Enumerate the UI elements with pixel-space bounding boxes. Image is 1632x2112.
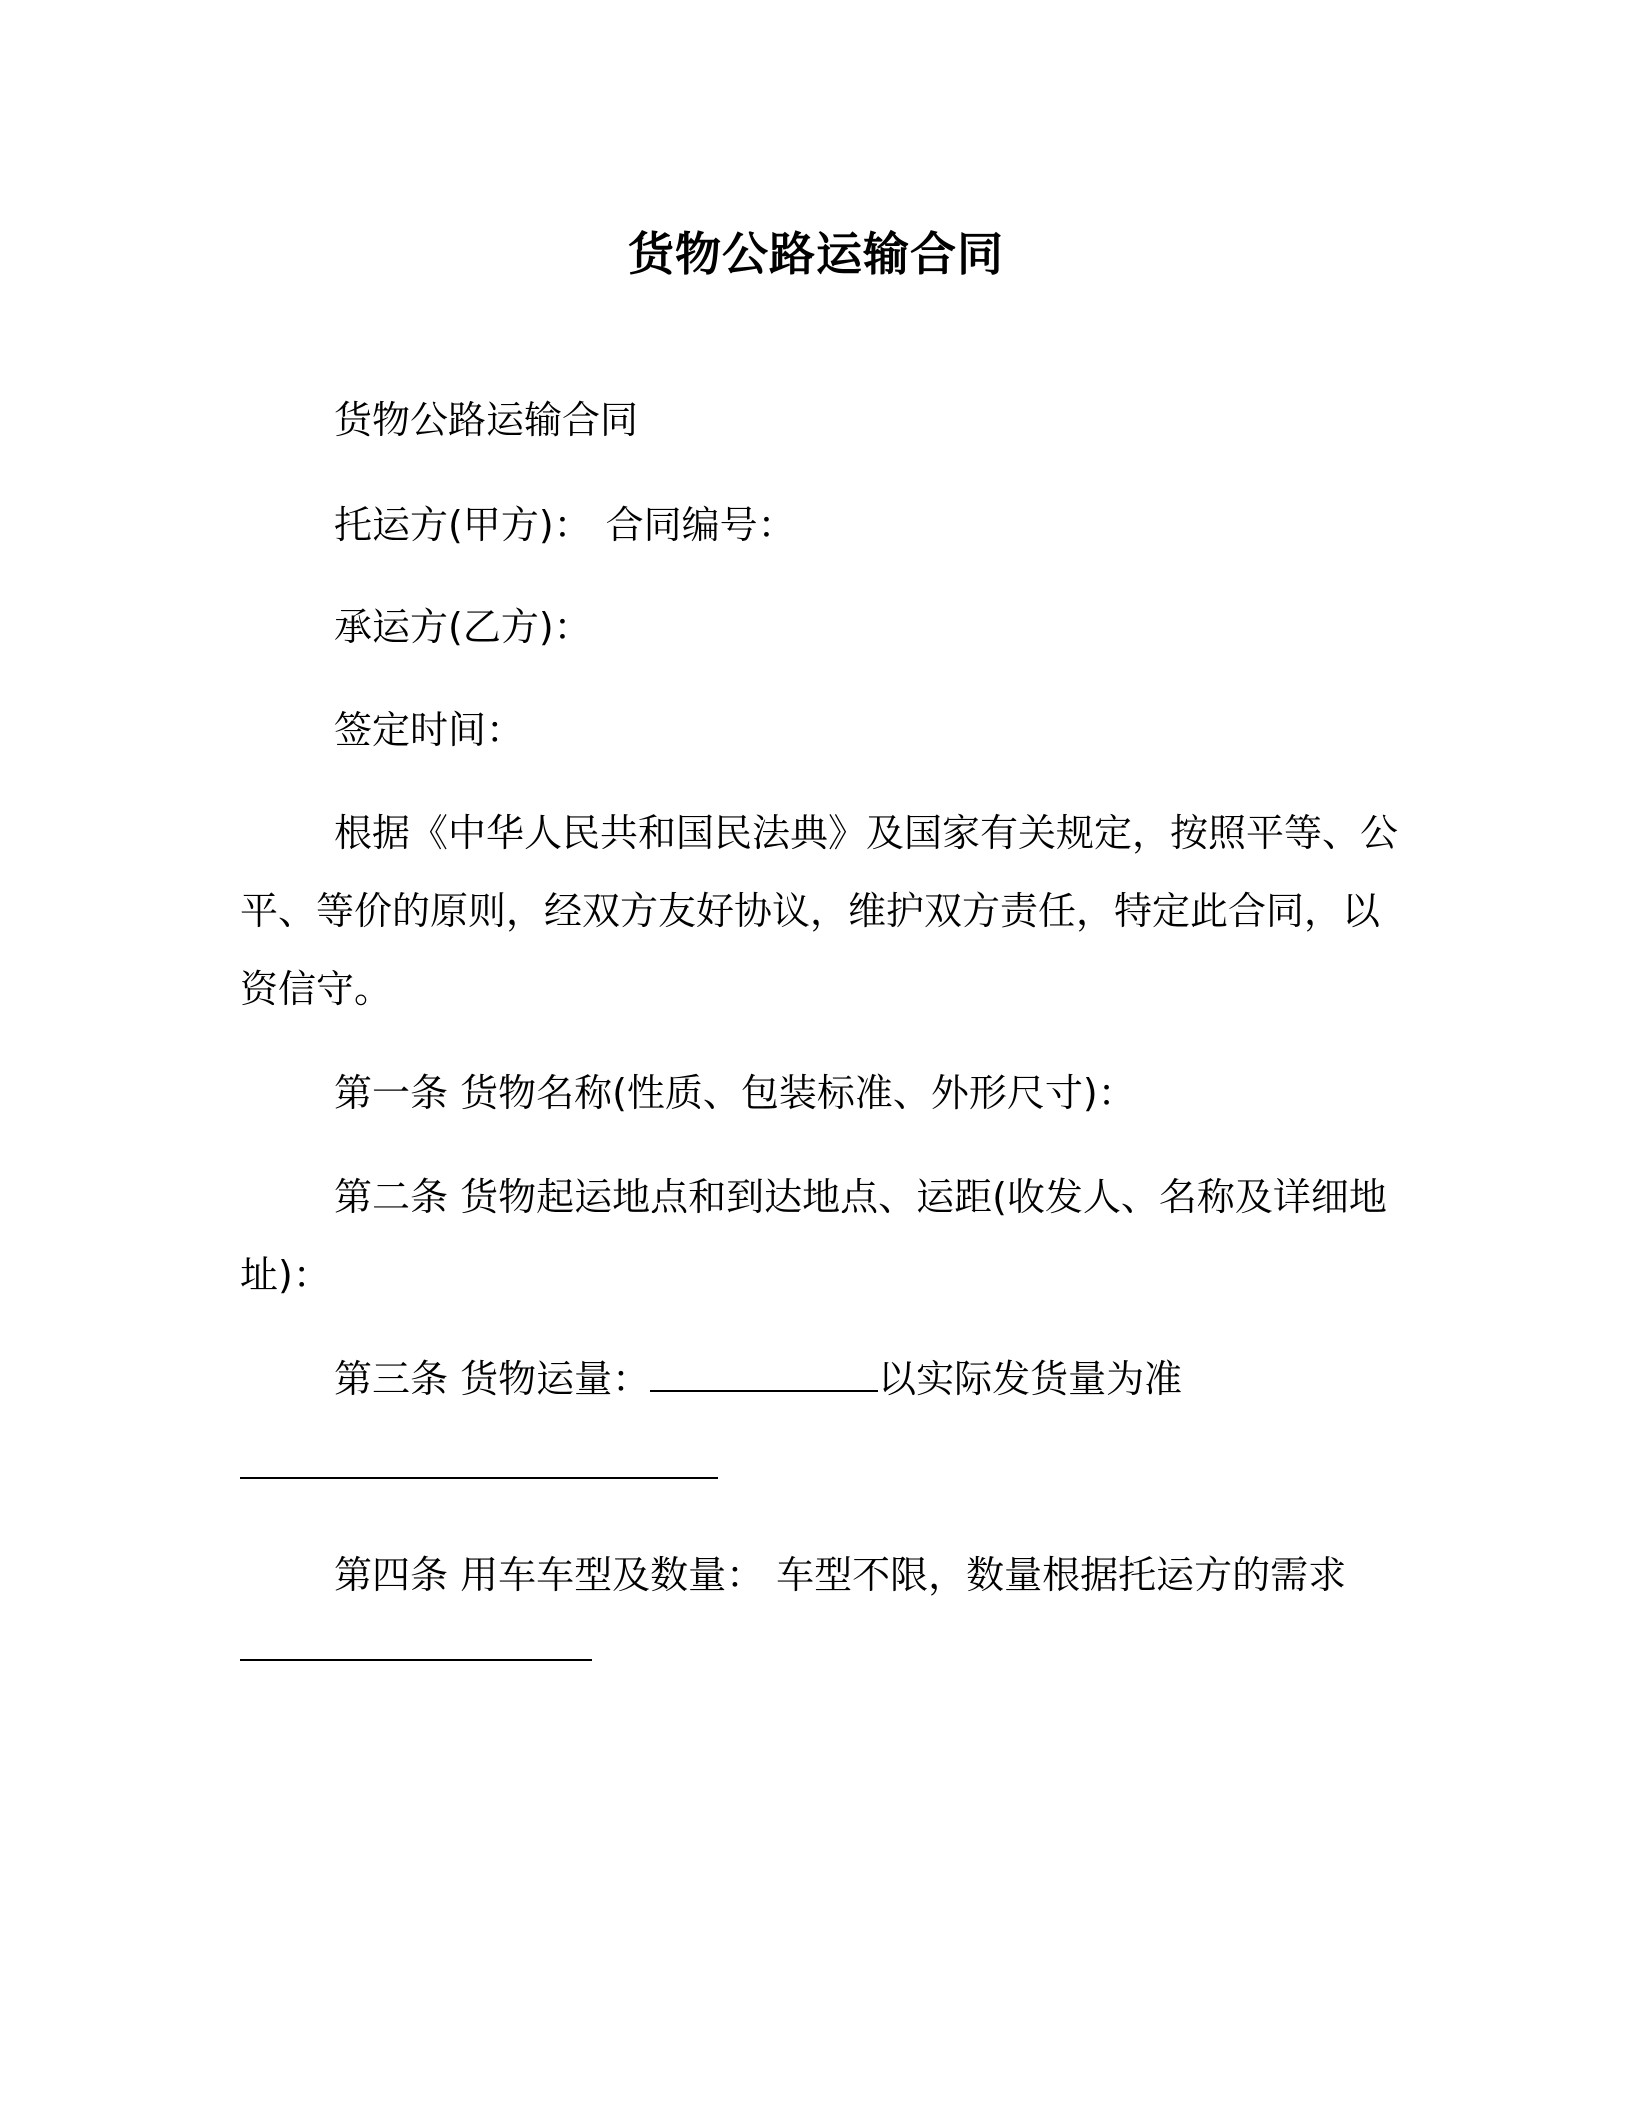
article-1: 第一条 货物名称(性质、包装标准、外形尺寸)： [334, 1071, 1136, 1115]
article-3 [240, 1352, 1524, 1406]
preamble-line-2: 平、等价的原则，经双方友好协议，维护双方责任，特定此合同，以 [240, 889, 1381, 933]
document-title: 货物公路运输合同 [628, 227, 1004, 281]
article-3-fill-line [240, 1477, 718, 1479]
preamble-line-1: 根据《中华人民共和国民法典》及国家有关规定，按照平等、公 [334, 811, 1399, 855]
consignor-line [240, 498, 1524, 552]
preamble-line-3: 资信守。 [240, 967, 393, 1011]
sign-date-line: 签定时间： [334, 708, 525, 752]
carrier-line: 承运方(乙方)： [334, 605, 592, 649]
article-3-prefix: 第三条 货物运量： [334, 1357, 651, 1401]
article-4: 第四条 用车车型及数量： 车型不限，数量根据托运方的需求 [334, 1553, 1347, 1597]
article-2-line-2: 址)： [240, 1253, 331, 1297]
article-4-fill-line [240, 1659, 592, 1661]
article-2-line-1: 第二条 货物起运地点和到达地点、运距(收发人、名称及详细地 [334, 1175, 1387, 1219]
quantity-blank-line [650, 1356, 878, 1392]
contract-no-label: 合同编号： [605, 503, 796, 547]
subtitle-line: 货物公路运输合同 [334, 398, 639, 442]
consignor-label: 托运方(甲方)： [334, 503, 592, 547]
article-3-suffix: 以实际发货量为准 [878, 1357, 1183, 1401]
